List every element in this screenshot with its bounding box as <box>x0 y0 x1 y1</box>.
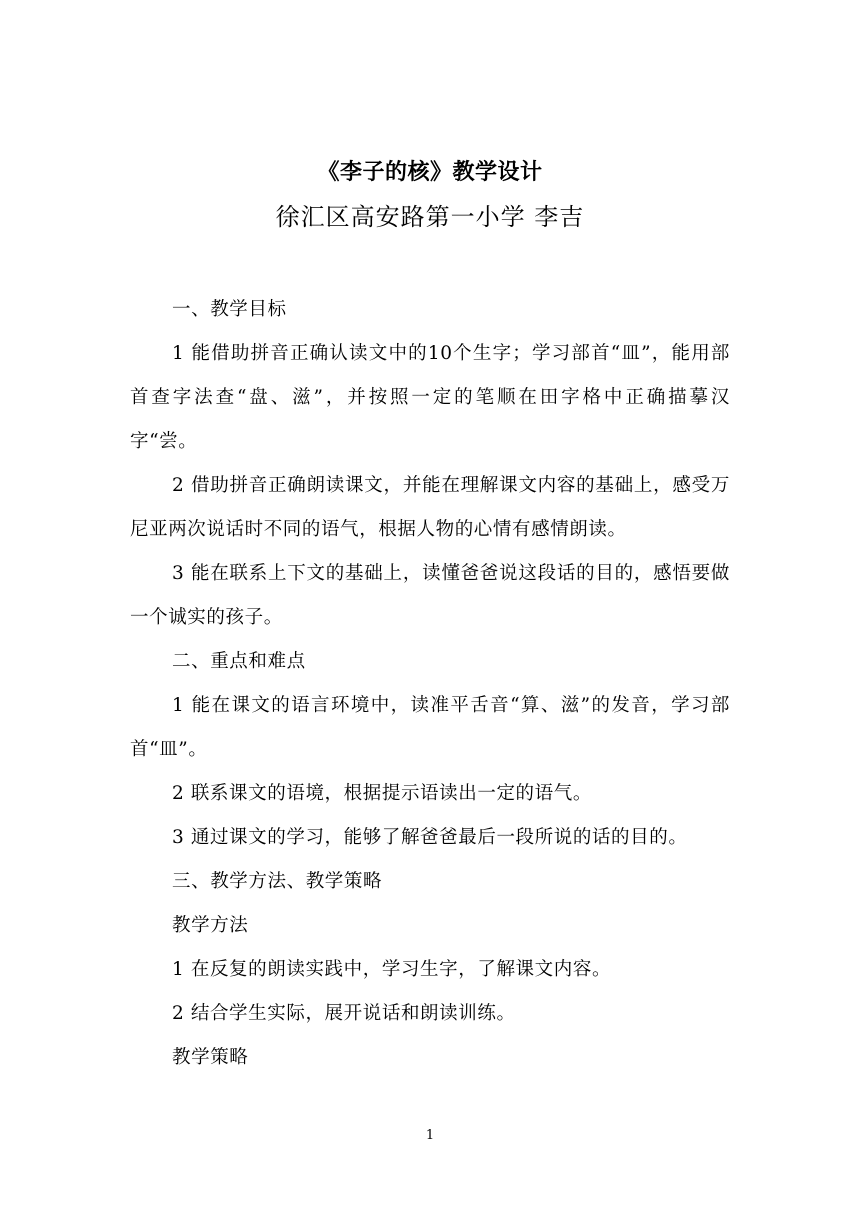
subheading-teaching-methods: 教学方法 <box>172 915 249 936</box>
objective-item: 2 借助拼音正确朗读课文，并能在理解课文内容的基础上，感受万尼亚两次说话时不同的语气，根据人物的心情有感情朗读。 <box>130 475 730 540</box>
section-heading-key-points: 二、重点和难点 <box>172 651 306 672</box>
section-heading-methods: 三、教学方法、教学策略 <box>172 871 383 892</box>
method-item: 2 结合学生实际，展开说话和朗读训练。 <box>172 1003 516 1024</box>
subheading-teaching-strategies: 教学策略 <box>172 1047 249 1068</box>
objective-item: 1 能借助拼音正确认读文中的10个生字；学习部首“皿”，能用部首查字法查“盘、滋”，并按照一定的笔顺在田字格中正确描摹汉字“尝。 <box>130 343 730 452</box>
objective-item: 3 能在联系上下文的基础上，读懂爸爸说这段话的目的，感悟要做一个诚实的孩子。 <box>130 563 730 628</box>
document-body <box>130 288 730 1080</box>
key-point-item: 2 联系课文的语境，根据提示语读出一定的语气。 <box>172 783 592 804</box>
key-point-item: 3 通过课文的学习，能够了解爸爸最后一段所说的话的目的。 <box>172 827 688 848</box>
method-item: 1 在反复的朗读实践中，学习生字，了解课文内容。 <box>172 959 612 980</box>
document-title: 《李子的核》教学设计 <box>317 160 543 185</box>
page-number: 1 <box>425 1128 435 1143</box>
key-point-item: 1 能在课文的语言环境中，读准平舌音“算、滋”的发音，学习部首“皿”。 <box>130 695 730 760</box>
document-subtitle: 徐汇区高安路第一小学 李吉 <box>275 203 585 231</box>
section-heading-objectives: 一、教学目标 <box>172 299 287 320</box>
